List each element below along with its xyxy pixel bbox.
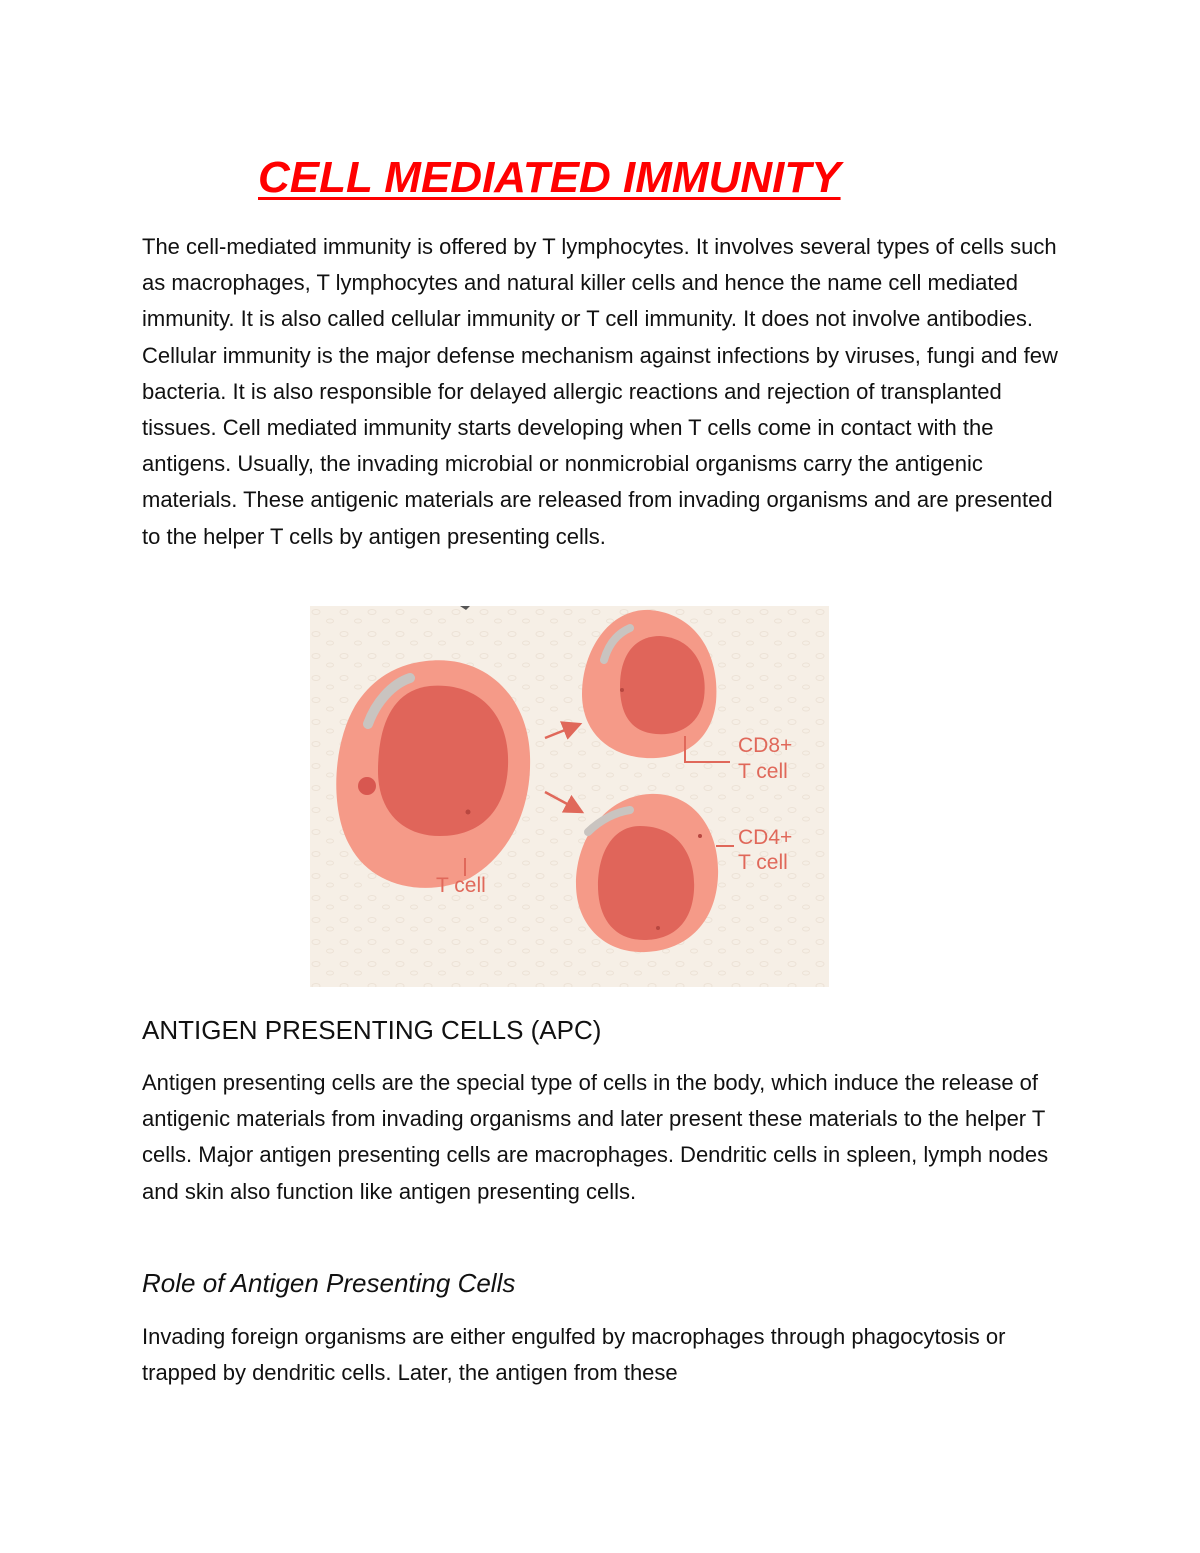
document-title: CELL MEDIATED IMMUNITY: [258, 153, 841, 202]
cd4-nucleus: [598, 826, 694, 940]
t-cell-differentiation-figure: [310, 606, 829, 987]
apc-paragraph: Antigen presenting cells are the special type of cells in the body, which induce the release of antigenic materials from invading organisms and later present these materials to the helper T cells. Major antigen presenting cells are macrophages. Dendritic cells in spleen, lymph nodes and skin also function like antigen presenting cells.: [142, 1070, 1049, 1204]
intro-paragraph: The cell-mediated immunity is offered by T lymphocytes. It involves several types of cells such as macrophages, T lymphocytes and natural killer cells and hence the name cell mediated immunity. It is also called cellular immunity or T cell immunity. It does not involve antibodies. Cellular immunity is the major defense mechanism against infections by viruses, fungi and few bacteria. It is also responsible for delayed allergic reactions and rejection of transplanted tissues. Cell mediated immunity starts developing when T cells come in contact with the antigens. Usually, the invading microbial or nonmicrobial organisms carry the antigenic materials. These antigenic materials are released from invading organisms and are presented to the helper T cells by antigen presenting cells.: [142, 234, 1058, 549]
role-paragraph: Invading foreign organisms are either engulfed by macrophages through phagocytosis or trapped by dendritic cells. Later, the antigen from these: [142, 1324, 1006, 1386]
t-cell-label: T cell: [436, 874, 486, 897]
nucleus: [378, 686, 508, 836]
apc-heading: ANTIGEN PRESENTING CELLS (APC): [142, 1015, 602, 1045]
cd4-label-line1: CD4+: [738, 826, 793, 849]
cd8-label-line2: T cell: [738, 760, 788, 783]
role-heading: Role of Antigen Presenting Cells: [142, 1268, 516, 1298]
cd4-label-line2: T cell: [738, 851, 788, 874]
t-cell-illustration: [310, 606, 829, 987]
cd8-label-line1: CD8+: [738, 734, 793, 757]
vesicle: [358, 777, 376, 795]
